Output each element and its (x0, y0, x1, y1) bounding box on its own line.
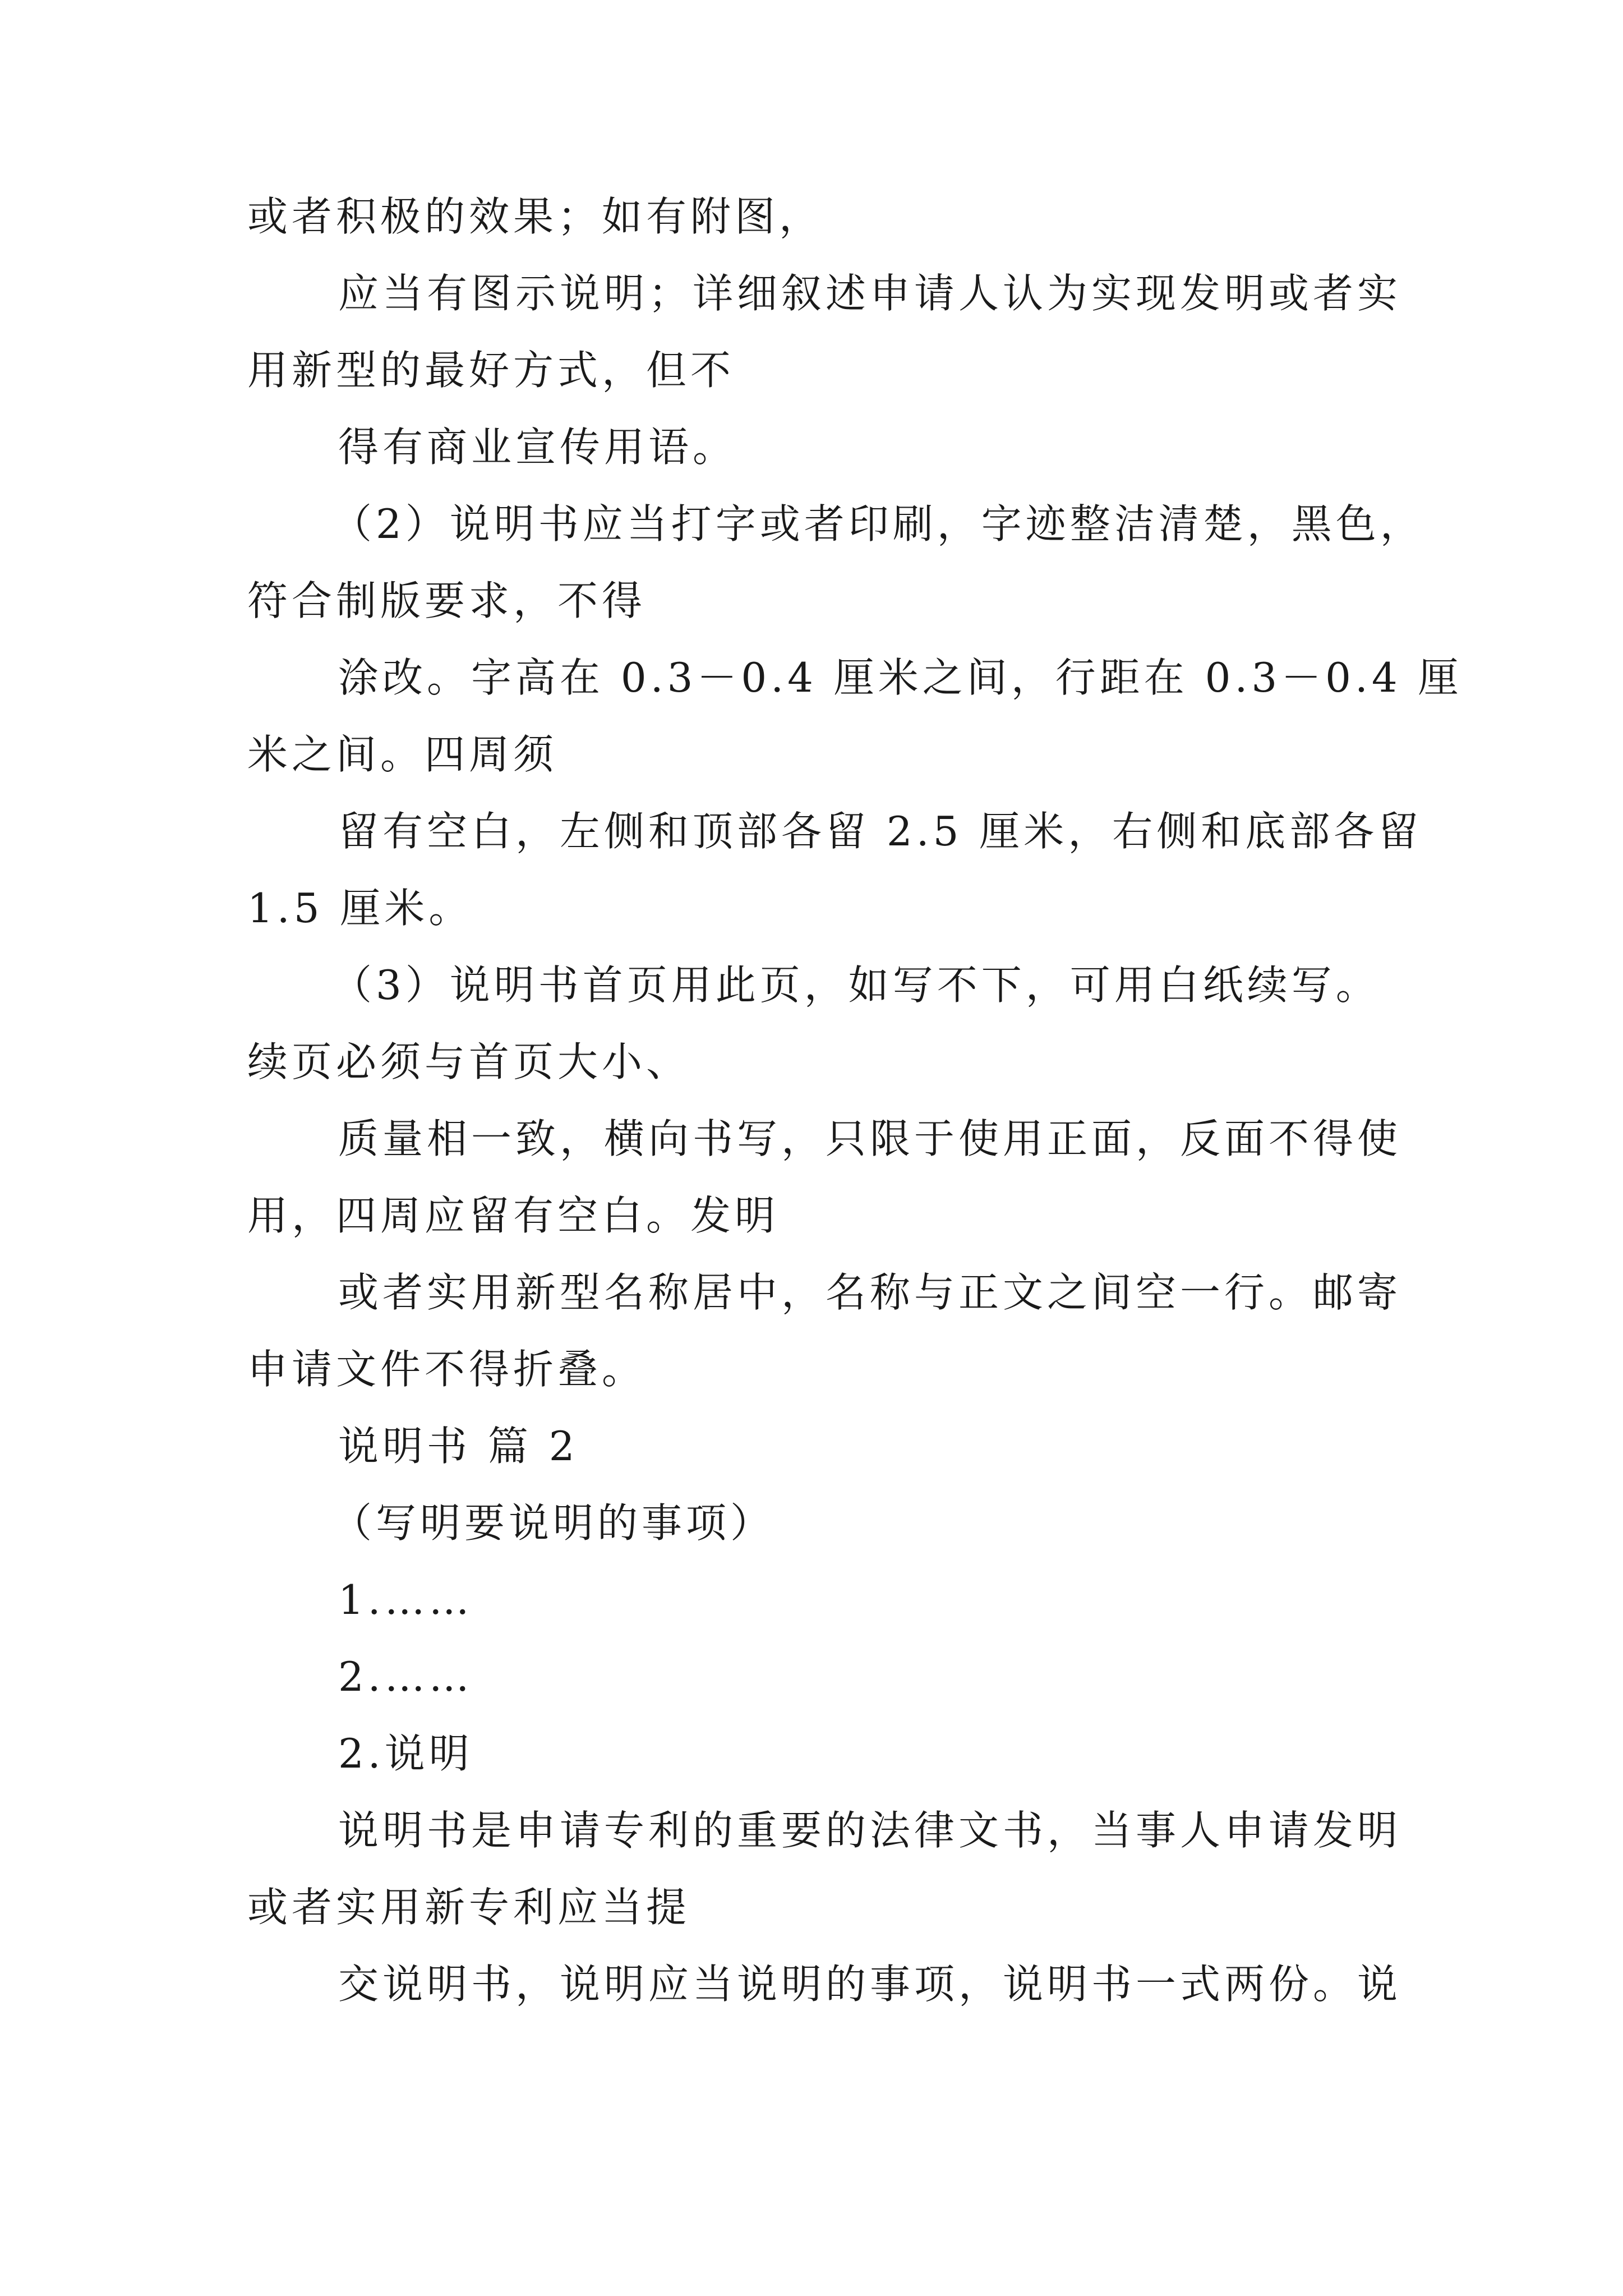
text-line: 或者实用新专利应当提 (247, 1884, 691, 1931)
text-line: 质量相一致，横向书写，只限于使用正面，反面不得使 (338, 1115, 1402, 1162)
text-line: 交说明书，说明应当说明的事项，说明书一式两份。说 (338, 1961, 1402, 2008)
text-line: 留有空白，左侧和顶部各留 2.5 厘米，右侧和底部各留 (338, 808, 1423, 855)
list-item: 1.…… (338, 1576, 473, 1623)
section-heading: 说明书 篇 2 (338, 1423, 579, 1470)
text-line: 得有商业宣传用语。 (338, 424, 737, 471)
text-line: 米之间。四周须 (247, 731, 558, 778)
text-line: 申请文件不得折叠。 (247, 1346, 647, 1393)
text-line: 应当有图示说明；详细叙述申请人认为实现发明或者实 (338, 270, 1402, 317)
text-line: 说明书是申请专利的重要的法律文书，当事人申请发明 (338, 1807, 1402, 1854)
text-line: （写明要说明的事项） (331, 1499, 775, 1547)
text-line: 用新型的最好方式，但不 (247, 347, 735, 394)
list-item: 2.…… (338, 1653, 473, 1700)
text-line: 或者积极的效果；如有附图， (247, 193, 824, 240)
text-line: 1.5 厘米。 (247, 885, 473, 932)
text-line: 续页必须与首页大小、 (247, 1038, 691, 1085)
text-line: 或者实用新型名称居中，名称与正文之间空一行。邮寄 (338, 1269, 1402, 1316)
text-line: 涂改。字高在 0.3－0.4 厘米之间，行距在 0.3－0.4 厘 (338, 654, 1463, 701)
body-text (247, 178, 1463, 2023)
list-item: 2.说明 (338, 1730, 473, 1777)
text-line: （3）说明书首页用此页，如写不下，可用白纸续写。 (331, 961, 1380, 1009)
text-line: 用，四周应留有空白。发明 (247, 1192, 780, 1239)
text-line: 符合制版要求，不得 (247, 577, 647, 624)
text-line: （2）说明书应当打字或者印刷，字迹整洁清楚，黑色， (331, 500, 1424, 547)
